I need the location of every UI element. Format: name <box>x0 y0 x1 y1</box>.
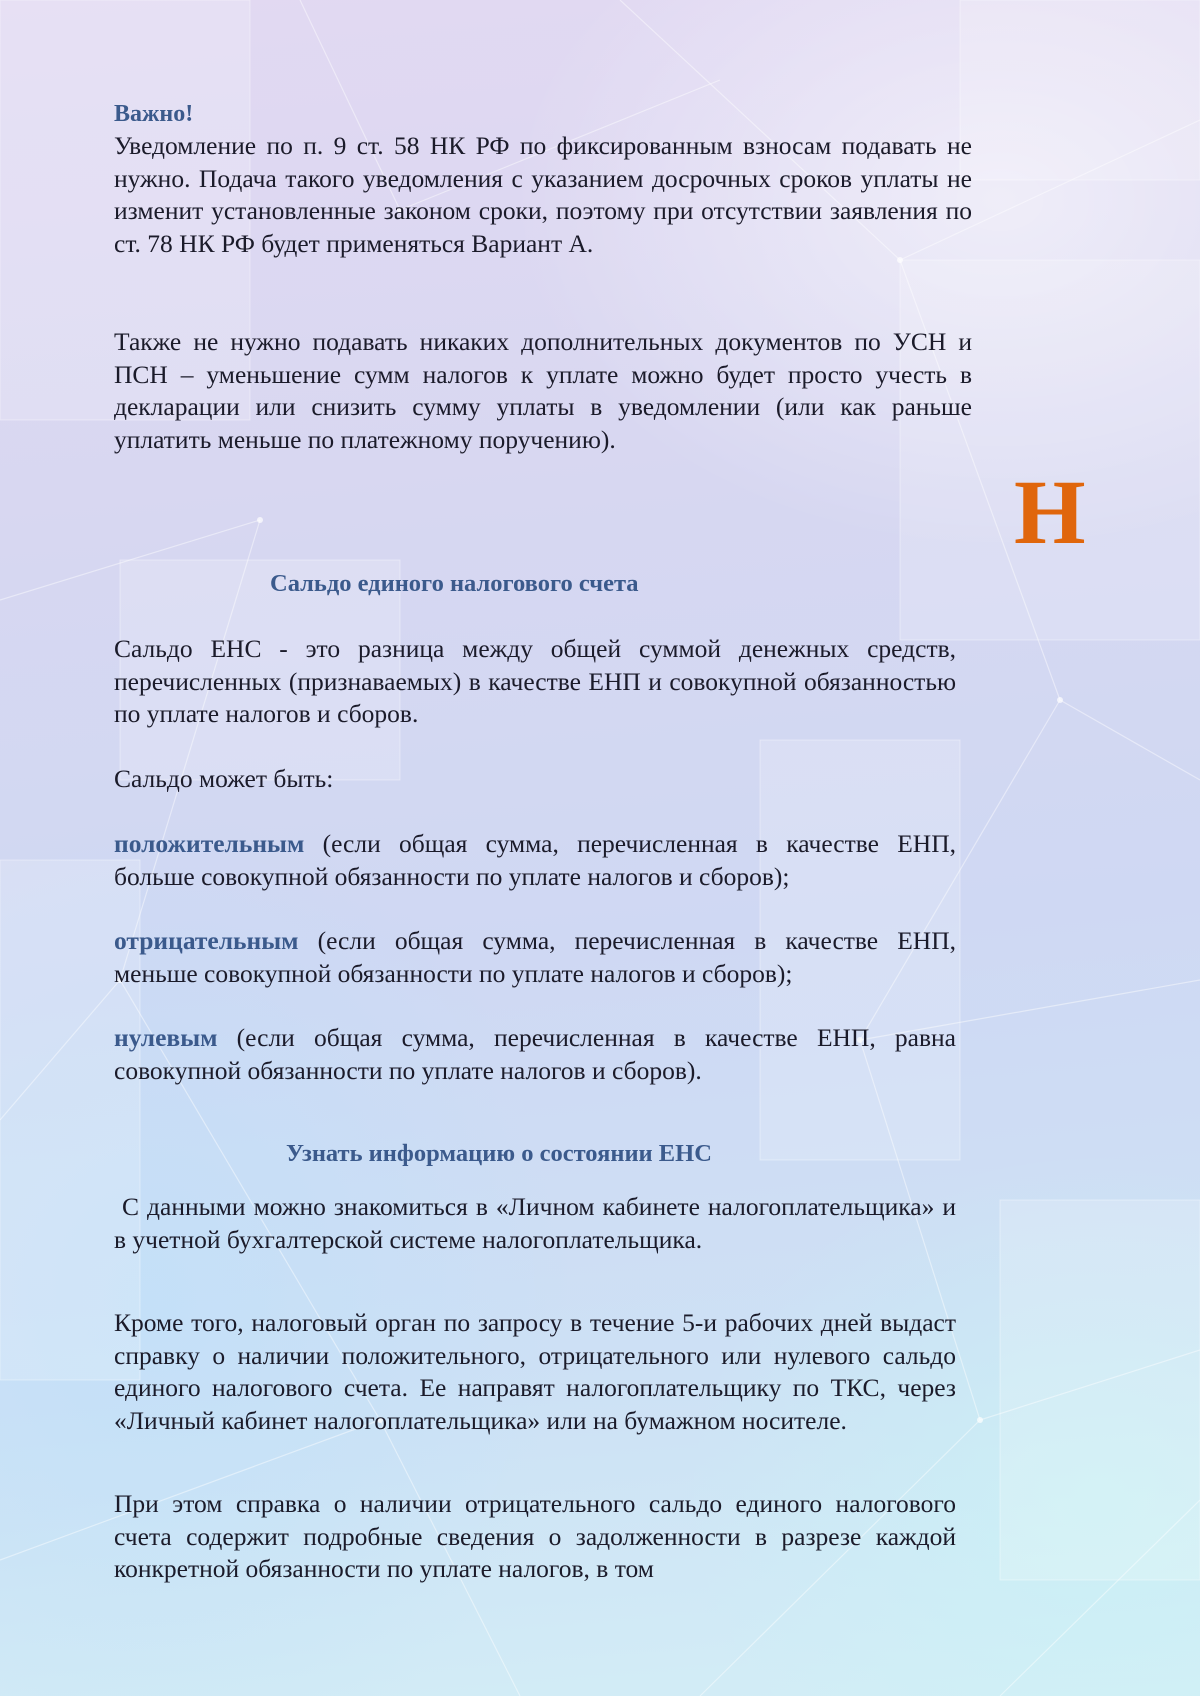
saldo-item-term: нулевым <box>114 1023 218 1052</box>
important-text: Уведомление по п. 9 ст. 58 НК РФ по фиксированным взносам подавать не нужно. Подача такого уведомления с указанием досрочных сроков уплаты не изменит установленные законом сроки, поэтому при отсутствии заявления по ст. 78 НК РФ будет применяться Вариант А. <box>114 131 972 258</box>
important-title: Важно! <box>114 101 194 127</box>
ens-paragraph-1: С данными можно знакомиться в «Личном кабинете налогоплательщика» и в учетной бухгалтерской системе налогоплательщика. <box>114 1192 963 1254</box>
saldo-item-zero <box>114 1022 956 1087</box>
ens-paragraph-3: При этом справка о наличии отрицательного сальдо единого налогового счета содержит подробные сведения о задолженности в разрезе каждой конкретной обязанности по уплате налогов, в том <box>114 1489 956 1583</box>
saldo-item-positive <box>114 828 956 893</box>
ens-heading: Узнать информацию о состоянии ЕНС <box>286 1140 712 1167</box>
saldo-item-text: (если общая сумма, перечисленная в качестве ЕНП, равна совокупной обязанности по уплате налогов и сборов). <box>114 1023 956 1085</box>
saldo-item-term: положительным <box>114 829 305 858</box>
saldo-heading: Сальдо единого налогового счета <box>270 570 639 597</box>
side-letter: Н <box>1014 461 1086 563</box>
ens-paragraph-2: Кроме того, налоговый орган по запросу в течение 5-и рабочих дней выдаст справку о наличии положительного, отрицательного или нулевого сальдо единого налогового счета. Ее направят налогоплательщику по ТКС, через «Личный кабинет налогоплательщика» или на бумажном носителе. <box>114 1308 956 1435</box>
saldo-item-negative <box>114 925 956 990</box>
saldo-item-text: (если общая сумма, перечисленная в качестве ЕНП, меньше совокупной обязанности по уплате налогов и сборов); <box>114 926 956 988</box>
saldo-definition: Сальдо ЕНС - это разница между общей суммой денежных средств, перечисленных (признаваемых) в качестве ЕНП и совокупной обязанностью по уплате налогов и сборов. <box>114 634 956 728</box>
saldo-item-term: отрицательным <box>114 926 299 955</box>
also-paragraph: Также не нужно подавать никаких дополнительных документов по УСН и ПСН – уменьшение сумм налогов к уплате можно будет просто учесть в декларации или снизить сумму уплаты в уведомлении (или как раньше уплатить меньше по платежному поручению). <box>114 327 972 454</box>
saldo-item-text: (если общая сумма, перечисленная в качестве ЕНП, больше совокупной обязанности по уплате налогов и сборов); <box>114 829 956 891</box>
saldo-intro: Сальдо может быть: <box>114 764 334 793</box>
